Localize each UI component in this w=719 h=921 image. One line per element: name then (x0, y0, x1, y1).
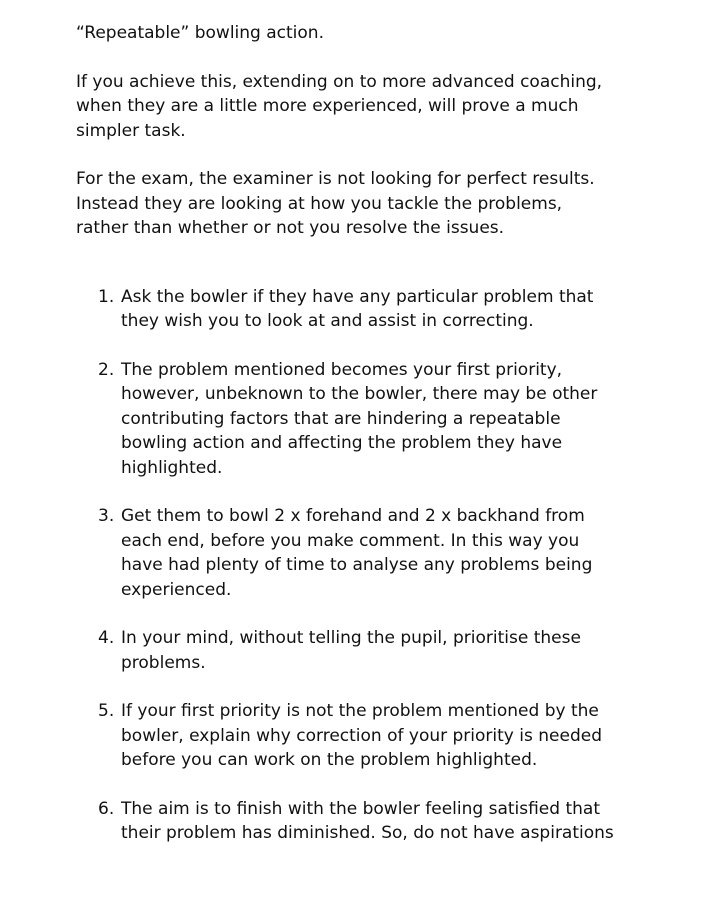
list-item-number: 1. (98, 286, 115, 307)
coaching-steps-list (76, 285, 676, 846)
list-item (76, 699, 676, 773)
list-item-number: 5. (98, 701, 115, 721)
list-item-number: 4. (98, 628, 115, 648)
list-item (76, 504, 676, 602)
list-item-text: Ask the bowler if they have any particular problem that they wish you to look at and assist in correcting. (121, 286, 594, 331)
list-item-text: If your first priority is not the problem mentioned by the bowler, explain why correction of your priority is needed before you can work on the problem highlighted. (121, 701, 602, 770)
list-item-number: 2. (98, 359, 115, 380)
list-item (76, 797, 676, 846)
list-item (76, 285, 676, 334)
list-item-text: The aim is to finish with the bowler feeling satisfied that their problem has diminished. So, do not have aspirations (121, 798, 614, 843)
list-item (76, 358, 676, 481)
paragraph-advanced-coaching: If you achieve this, extending on to more advanced coaching, when they are a little more experienced, will prove a much simpler task. (76, 71, 603, 141)
list-item-number: 6. (98, 798, 115, 819)
paragraph-exam: For the exam, the examiner is not looking for perfect results. Instead they are looking at how you tackle the problems, rather than whether or not you resolve the issues. (76, 169, 595, 238)
document-page (76, 21, 676, 870)
list-item-text: Get them to bowl 2 x forehand and 2 x backhand from each end, before you make comment. In this way you have had plenty of time to analyse any problems being experienced. (121, 506, 593, 600)
list-item-text: The problem mentioned becomes your first priority, however, unbeknown to the bowler, there may be other contributing factors that are hindering a repeatable bowling action and affecting the problem they have highlighted. (121, 359, 598, 478)
list-item (76, 626, 676, 675)
list-item-number: 3. (98, 506, 115, 526)
intro-fragment: “Repeatable” bowling action. (76, 23, 324, 43)
list-item-text: In your mind, without telling the pupil, prioritise these problems. (121, 628, 581, 673)
